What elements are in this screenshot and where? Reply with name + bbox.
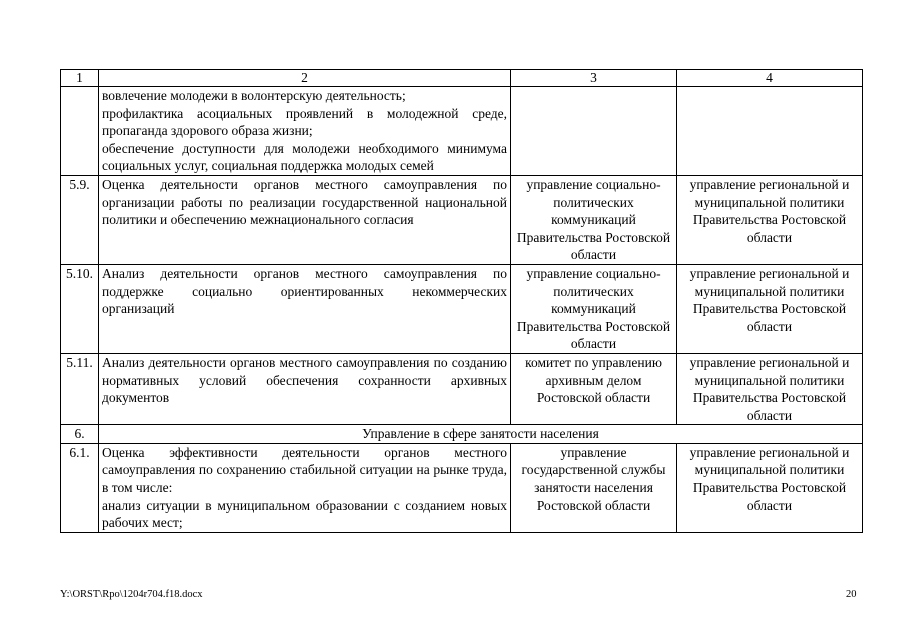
row-executor-cell: [511, 87, 677, 176]
table-row: [61, 264, 863, 353]
row-coexecutor-cell: [677, 87, 863, 176]
column-header-3: 3: [511, 70, 677, 87]
section-number-cell: 6.: [61, 425, 99, 444]
continuation-line: обеспечение доступности для молодежи необходимого минимума социальных услуг, социальная поддержка молодых семей: [102, 140, 507, 174]
row-description-cell: [99, 87, 511, 176]
column-header-2: 2: [99, 70, 511, 87]
table-row-continuation: [61, 87, 863, 176]
row-description-cell: Оценка деятельности органов местного самоуправления по организации работы по реализации государственной национальной политики и обеспечению межнационального согласия: [99, 175, 511, 264]
row-executor-cell: комитет по управлению архивным делом Ростовской области: [511, 353, 677, 424]
row-coexecutor-cell: управление региональной и муниципальной политики Правительства Ростовской области: [677, 175, 863, 264]
row-executor-cell: управление государственной службы занятости населения Ростовской области: [511, 443, 677, 532]
table-row: [61, 443, 863, 532]
row-description-cell: Анализ деятельности органов местного самоуправления по созданию нормативных условий обеспечения сохранности архивных документов: [99, 353, 511, 424]
table-header-row: [61, 70, 863, 87]
row-number-cell: [61, 87, 99, 176]
table-row: [61, 175, 863, 264]
row-number-cell: 5.10.: [61, 264, 99, 353]
plan-table: [60, 69, 863, 533]
footer-page-number: 20: [846, 589, 857, 600]
continuation-line: профилактика асоциальных проявлений в молодежной среде, пропаганда здорового образа жизни;: [102, 105, 507, 139]
footer-file-path: Y:\ORST\Rpo\1204r704.f18.docx: [60, 589, 203, 600]
row-executor-cell: управление социально-политических коммуникаций Правительства Ростовской области: [511, 175, 677, 264]
column-header-1: 1: [61, 70, 99, 87]
description-line: Оценка эффективности деятельности органов местного самоуправления по сохранению стабильной ситуации на рынке труда, в том числе:: [102, 444, 507, 496]
row-description-cell: Анализ деятельности органов местного самоуправления по поддержке социально ориентированных некоммерческих организаций: [99, 264, 511, 353]
row-coexecutor-cell: управление региональной и муниципальной политики Правительства Ростовской области: [677, 443, 863, 532]
table-row: [61, 353, 863, 424]
continuation-line: вовлечение молодежи в волонтерскую деятельность;: [102, 88, 406, 103]
row-description-cell: [99, 443, 511, 532]
row-number-cell: 5.11.: [61, 353, 99, 424]
row-number-cell: 5.9.: [61, 175, 99, 264]
description-line: анализ ситуации в муниципальном образовании с созданием новых рабочих мест;: [102, 497, 507, 531]
column-header-4: 4: [677, 70, 863, 87]
row-executor-cell: управление социально-политических коммуникаций Правительства Ростовской области: [511, 264, 677, 353]
row-coexecutor-cell: управление региональной и муниципальной политики Правительства Ростовской области: [677, 264, 863, 353]
row-number-cell: 6.1.: [61, 443, 99, 532]
row-coexecutor-cell: управление региональной и муниципальной политики Правительства Ростовской области: [677, 353, 863, 424]
section-header-row: [61, 425, 863, 444]
section-title-cell: Управление в сфере занятости населения: [99, 425, 863, 444]
